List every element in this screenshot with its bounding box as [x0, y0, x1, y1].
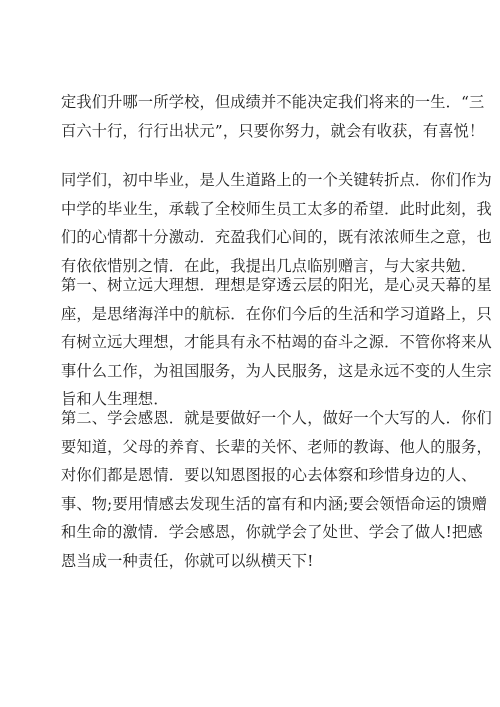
- text-line: 对你们都是恩情．要以知恩图报的心去体察和珍惜身边的人、: [61, 466, 477, 485]
- text-line: 中学的毕业生，承载了全校师生员工太多的希望．此时此刻，我: [61, 199, 492, 218]
- text-line: 要知道，父母的养育、长辈的关怀、老师的教诲、他人的服务，: [61, 437, 492, 456]
- paragraph-closing-of-previous: [61, 88, 485, 145]
- text-line: 事什么工作，为祖国服务，为人民服务，这是永远不变的人生宗: [61, 361, 492, 380]
- text-line: 恩当成一种责任，你就可以纵横天下!: [61, 551, 314, 570]
- text-line: 旨和人生理想．: [61, 390, 169, 409]
- text-line: 事、物;要用情感去发现生活的富有和内涵;要会领悟命运的馈赠: [61, 494, 488, 513]
- paragraph-point-one: [61, 271, 492, 414]
- text-line: 定我们升哪一所学校，但成绩并不能决定我们将来的一生．“三: [61, 93, 485, 111]
- text-line: 和生命的激情．学会感恩，你就学会了处世、学会了做人!把感: [61, 523, 483, 542]
- text-line: 座，是思绪海洋中的航标．在你们今后的生活和学习道路上，只: [61, 304, 492, 323]
- text-line: 同学们，初中毕业，是人生道路上的一个关键转折点．你们作为: [61, 171, 492, 189]
- text-line: 有树立远大理想，才能具有永不枯竭的奋斗之源．不管你将来从: [61, 333, 492, 352]
- paragraph-point-two: [61, 404, 492, 576]
- paragraph-introduction: [61, 166, 492, 280]
- text-line: 百六十行，行行出状元”，只要你努力，就会有收获，有喜悦！: [61, 121, 485, 140]
- text-line: 第二、学会感恩．就是要做好一个人，做好一个大写的人．你们: [61, 409, 492, 427]
- text-line: 第一、树立远大理想．理想是穿透云层的阳光，是心灵天幕的星: [61, 276, 492, 294]
- text-line: 有依依惜别之情．在此，我提出几点临别赠言，与大家共勉．: [61, 256, 477, 275]
- text-line: 们的心情都十分激动．充盈我们心间的，既有浓浓师生之意，也: [61, 228, 492, 247]
